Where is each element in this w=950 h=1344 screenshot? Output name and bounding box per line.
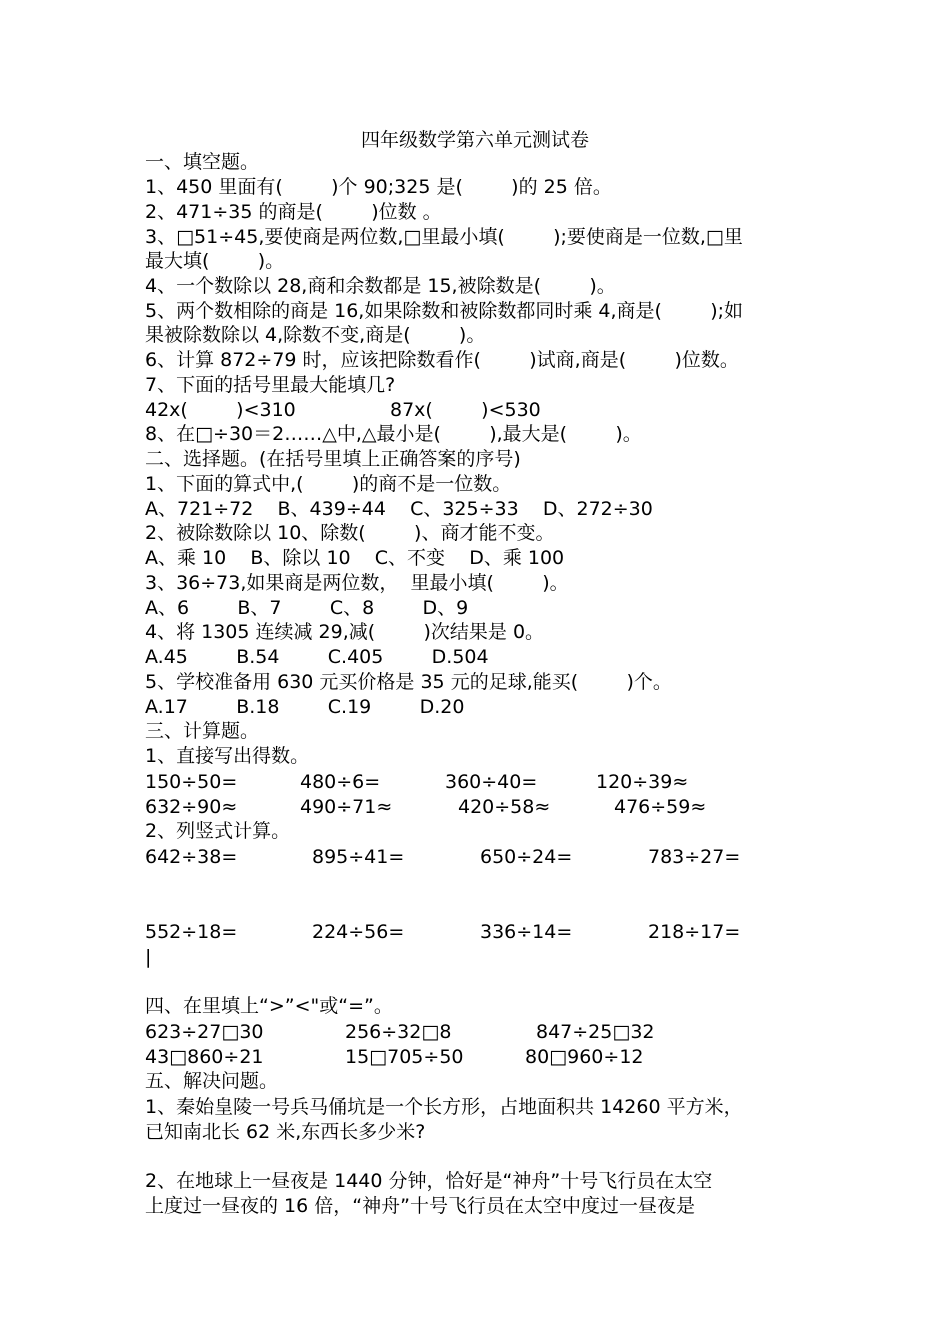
calc-item: 150÷50=: [145, 771, 238, 793]
compare-item: 256÷32□8: [345, 1021, 452, 1043]
page-title: 四年级数学第六单元测试卷: [360, 129, 589, 151]
question-text: 1、下面的算式中,( )的商不是一位数。: [145, 473, 512, 495]
question-text: 果被除数除以 4,除数不变,商是( )。: [145, 324, 486, 346]
question-text: 3、□51÷45,要使商是两位数,□里最小填( );要使商是一位数,□里: [145, 226, 743, 248]
section-heading-word-problems: 五、解决问题。: [145, 1070, 279, 1092]
calc-item: 480÷6=: [300, 771, 381, 793]
question-text: 4、将 1305 连续减 29,减( )次结果是 0。: [145, 621, 545, 643]
inequality-item: 87x( )<530: [390, 399, 541, 421]
text-cursor-mark: |: [145, 946, 152, 968]
question-text: 1、450 里面有( )个 90;325 是( )的 25 倍。: [145, 176, 612, 198]
compare-item: 847÷25□32: [536, 1021, 655, 1043]
calc-item: 336÷14=: [480, 921, 573, 943]
question-text: 6、计算 872÷79 时，应该把除数看作( )试商,商是( )位数。: [145, 349, 739, 371]
subheading: 1、直接写出得数。: [145, 745, 310, 767]
problem-text: 1、秦始皇陵一号兵马俑坑是一个长方形，占地面积共 14260 平方米，: [145, 1096, 743, 1118]
choice-options: A.45 B.54 C.405 D.504: [145, 646, 489, 668]
compare-item: 623÷27□30: [145, 1021, 264, 1043]
calc-item: 476÷59≈: [614, 796, 707, 818]
problem-text: 已知南北长 62 米,东西长多少米?: [145, 1121, 426, 1143]
question-text: 最大填( )。: [145, 250, 285, 272]
section-heading-multiple-choice: 二、选择题。(在括号里填上正确答案的序号): [145, 448, 521, 470]
choice-options: A.17 B.18 C.19 D.20: [145, 696, 465, 718]
question-text: 5、学校准备用 630 元买价格是 35 元的足球,能买( )个。: [145, 671, 672, 693]
calc-item: 642÷38=: [145, 846, 238, 868]
calc-item: 490÷71≈: [300, 796, 393, 818]
question-text: 3、36÷73,如果商是两位数， 里最小填( )。: [145, 572, 569, 594]
calc-item: 783÷27=: [648, 846, 741, 868]
calc-item: 895÷41=: [312, 846, 405, 868]
question-text: 4、一个数除以 28,商和余数都是 15,被除数是( )。: [145, 275, 616, 297]
calc-item: 420÷58≈: [458, 796, 551, 818]
calc-item: 650÷24=: [480, 846, 573, 868]
section-heading-calculation: 三、计算题。: [145, 720, 260, 742]
inequality-item: 42x( )<310: [145, 399, 296, 421]
calc-item: 120÷39≈: [596, 771, 689, 793]
calc-item: 632÷90≈: [145, 796, 238, 818]
question-text: 5、两个数相除的商是 16,如果除数和被除数都同时乘 4,商是( );如: [145, 300, 744, 322]
question-text: 8、在□÷30＝2……△中,△最小是( ),最大是( )。: [145, 423, 642, 445]
problem-text: 上度过一昼夜的 16 倍，“神舟”十号飞行员在太空中度过一昼夜是: [145, 1195, 695, 1217]
question-text: 2、471÷35 的商是( )位数 。: [145, 201, 442, 223]
calc-item: 218÷17=: [648, 921, 741, 943]
problem-text: 2、在地球上一昼夜是 1440 分钟，恰好是“神舟”十号飞行员在太空: [145, 1170, 713, 1192]
subheading: 2、列竖式计算。: [145, 820, 291, 842]
question-text: 2、被除数除以 10、除数( )、商才能不变。: [145, 522, 555, 544]
choice-options: A、721÷72 B、439÷44 C、325÷33 D、272÷30: [145, 498, 653, 520]
section-heading-compare: 四、在里填上“>”<"或“=”。: [145, 995, 393, 1017]
compare-item: 15□705÷50: [345, 1046, 464, 1068]
compare-item: 43□860÷21: [145, 1046, 264, 1068]
choice-options: A、6 B、7 C、8 D、9: [145, 597, 469, 619]
section-heading-fill-blank: 一、填空题。: [145, 151, 260, 173]
choice-options: A、乘 10 B、除以 10 C、不变 D、乘 100: [145, 547, 565, 569]
calc-item: 552÷18=: [145, 921, 238, 943]
calc-item: 224÷56=: [312, 921, 405, 943]
compare-item: 80□960÷12: [525, 1046, 644, 1068]
calc-item: 360÷40=: [445, 771, 538, 793]
question-text: 7、下面的括号里最大能填几?: [145, 374, 396, 396]
